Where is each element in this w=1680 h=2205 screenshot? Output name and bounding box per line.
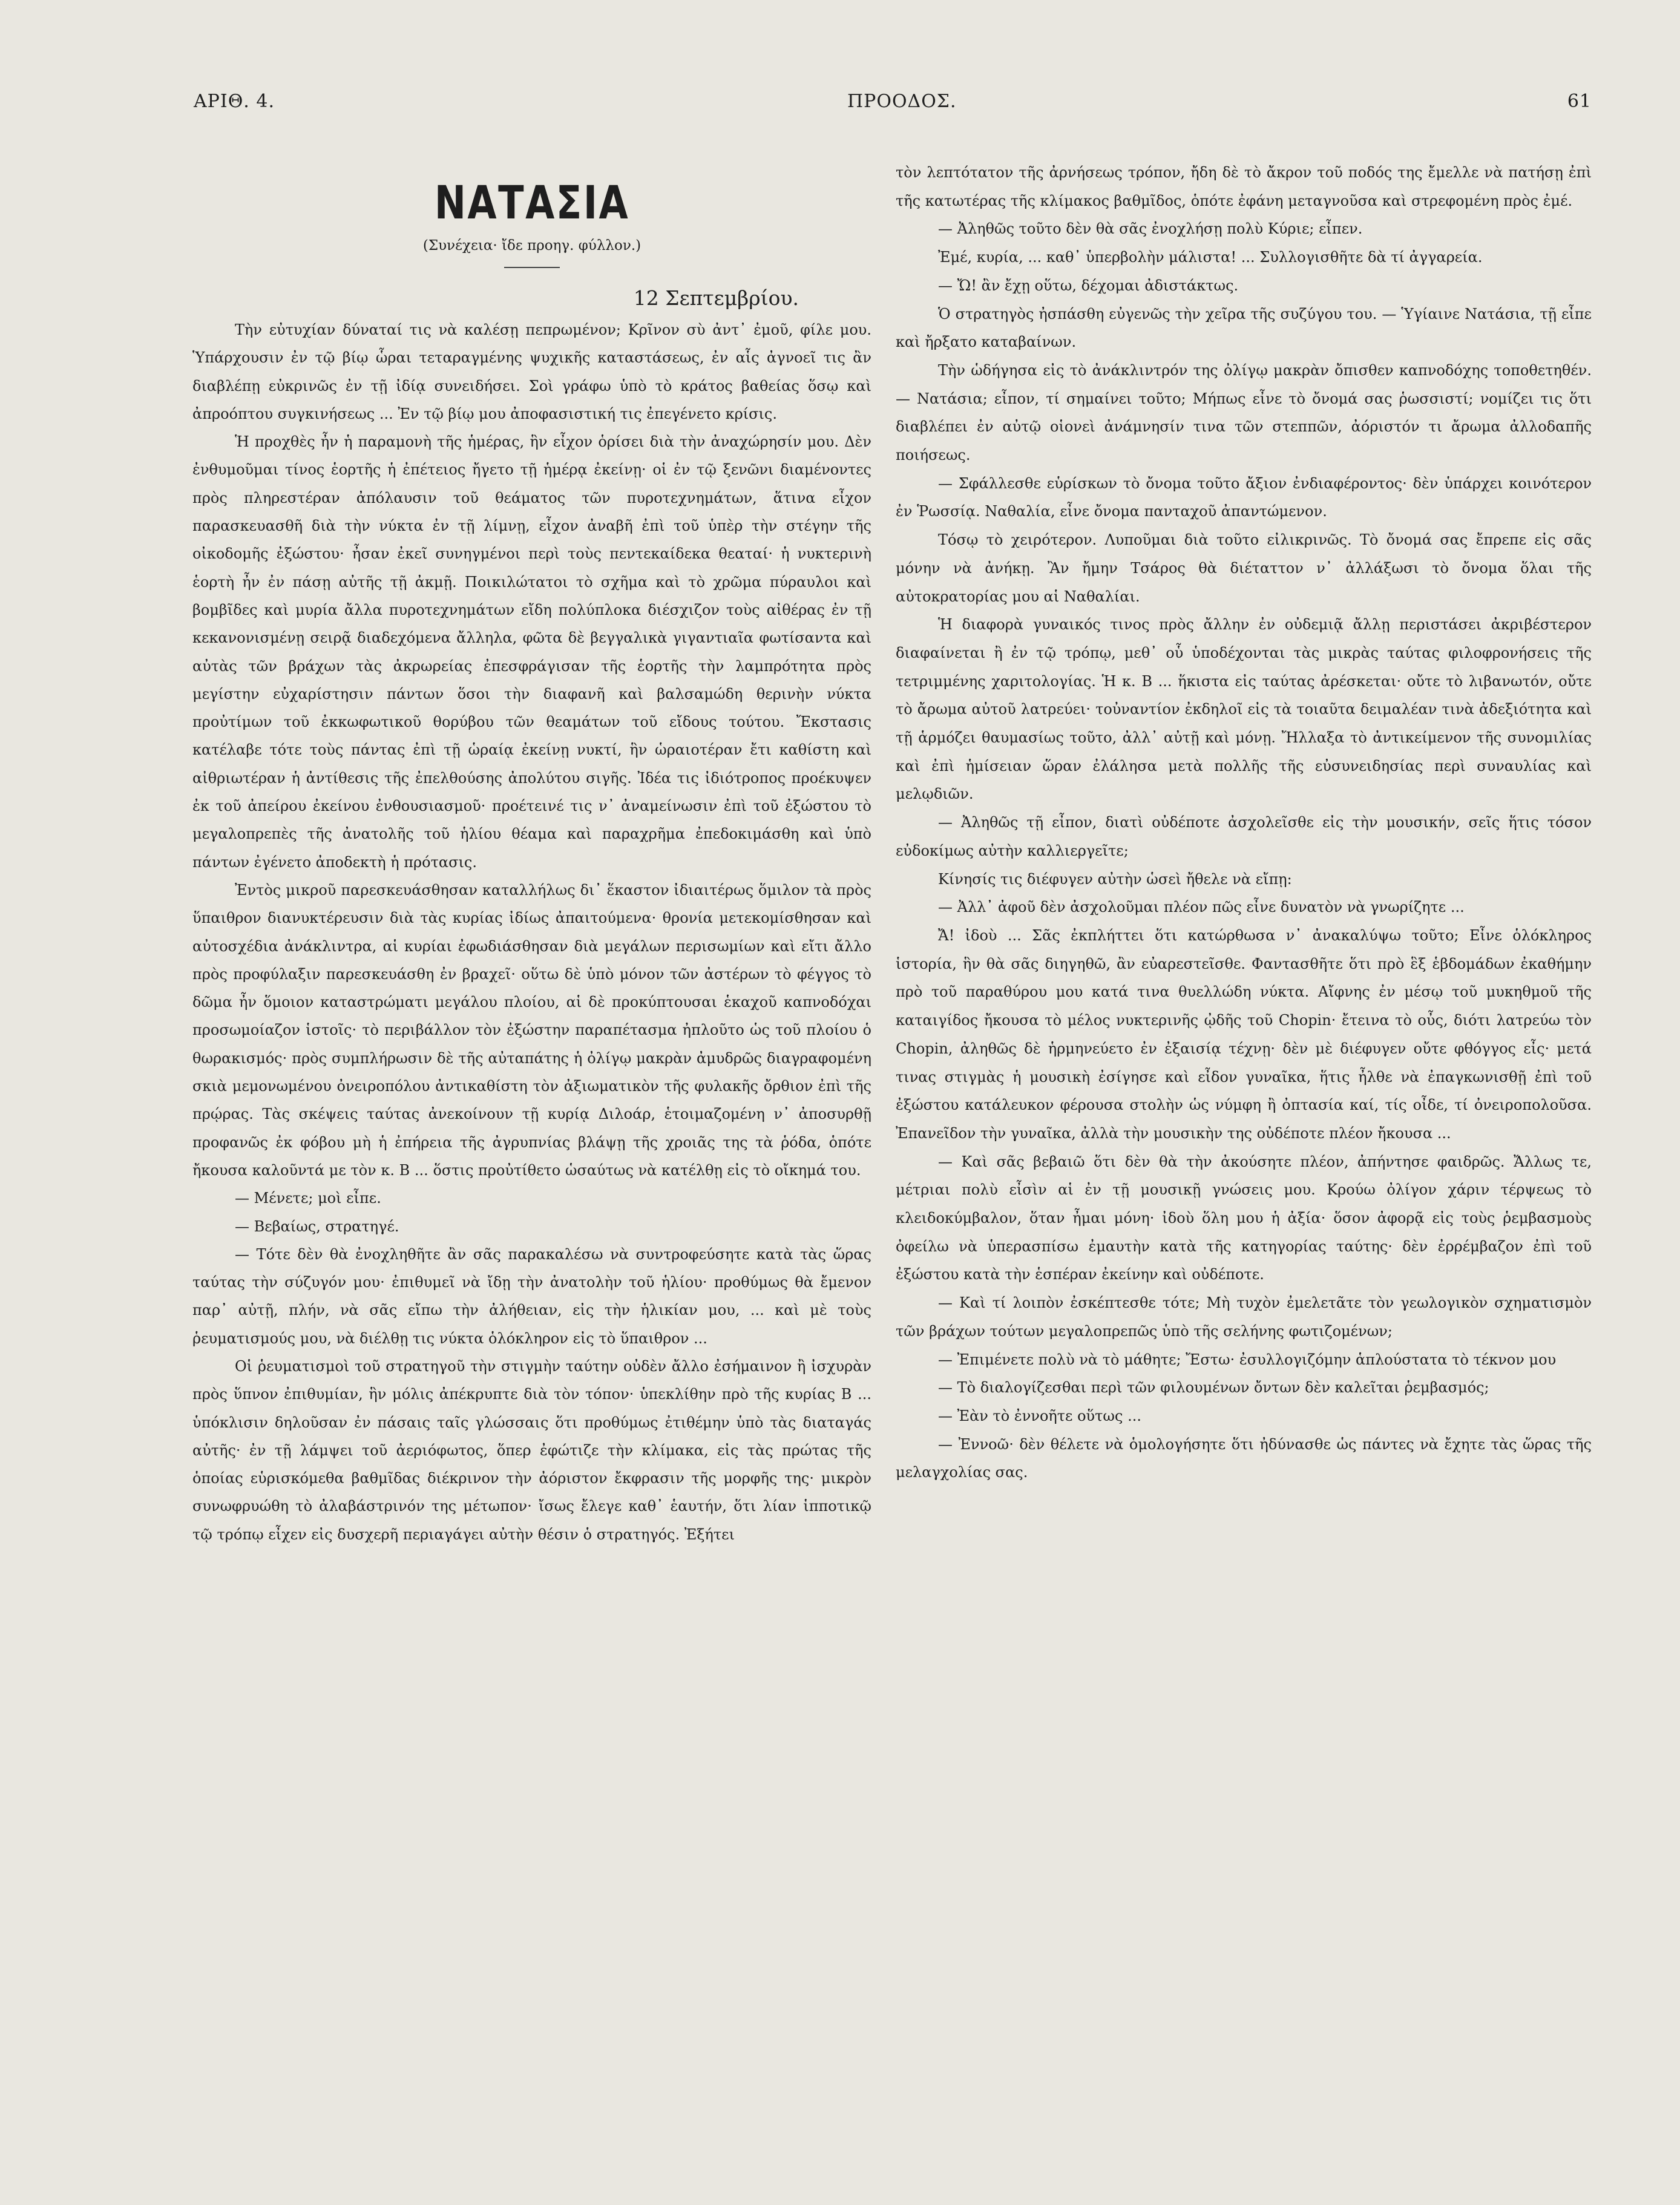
paragraph: — Μένετε; μοὶ εἶπε. (235, 1190, 381, 1207)
page-header (194, 91, 1592, 127)
paragraph: — Ἀληθῶς τῇ εἶπον, διατὶ οὐδέποτε ἀσχολεῖσθε εἰς τὴν μουσικήν, σεῖς ἥτις τόσον εὐδοκίμως αὐτὴν καλλιεργεῖτε; (896, 814, 1592, 859)
page-number: 61 (1567, 91, 1592, 112)
left-column (192, 159, 871, 1548)
paragraph: — Σφάλλεσθε εὑρίσκων τὸ ὄνομα τοῦτο ἄξιον ἐνδιαφέροντος· δὲν ὑπάρχει κοινότερον ἐν Ῥωσσίᾳ. Ναθαλία, εἶνε ὄνομα πανταχοῦ ἀπαντώμενον. (896, 474, 1592, 520)
right-column (896, 159, 1592, 1487)
paragraph: Ἡ προχθὲς ἦν ἡ παραμονὴ τῆς ἡμέρας, ἣν εἶχον ὁρίσει διὰ τὴν ἀναχώρησίν μου. Δὲν ἐνθυμοῦμαι τίνος ἑορτῆς ἡ ἐπέτειος ἤγετο τῇ ἡμέρᾳ ἐκείνῃ· οἱ ἐν τῷ ξενῶνι διαμένοντες πρὸς πληρεστέραν ἀπόλαυσιν τοῦ θεάματος τῶν πυροτεχνημάτων, ἅτινα εἶχον παρασκευασθῆ διὰ τὴν νύκτα ἐν τῇ λίμνῃ, εἶχον ἀναβῆ ἐπὶ τοῦ ὑπὲρ τὴν στέγην τῆς οἰκοδομῆς ἐξώστου· ἦσαν ἐκεῖ συνηγμένοι περὶ τοὺς πεντεκαίδεκα θεαταί· ἡ νυκτερινὴ ἑορτὴ ἦν ἐν πάσῃ αὐτῆς τῇ ἀκμῇ. Ποικιλώτατοι τὸ σχῆμα καὶ τὸ χρῶμα πύραυλοι καὶ βομβῖδες καὶ μυρία ἄλλα πυροτεχνημάτων εἴδη πολύπλοκα διέσχιζον τοὺς αἰθέρας ἐν τῇ κεκανονισμένῃ σειρᾷ διαδεχόμενα ἄλληλα, φῶτα δὲ βεγγαλικὰ γιγαντιαῖα φωτίσαντα καὶ αὐτὰς τῶν βράχων τὰς ἀκρωρείας ἐπεσφράγισαν τῆς ἑορτῆς τὴν λαμπρότητα πρὸς μεγίστην εὐχαρίστησιν πάντων ὅσοι τὴν διαφανῆ καὶ βαλσαμώδη θερινὴν νύκτα προὐτίμων τοῦ ἐκκωφωτικοῦ θορύβου τῶν θεαμάτων τοῦ εἴδους τούτου. Ἔκστασις κατέλαβε τότε τοὺς πάντας ἐπὶ τῇ ὡραίᾳ ἐκείνῃ νυκτί, ἣν ὡραιοτέραν ἔτι καθίστη καὶ αἰθριωτέραν ἡ ἀντίθεσις τῆς ἐπελθούσης ἀπολύτου σιγῆς. Ἰδέα τις ἰδιότροπος προέκυψεν ἐκ τοῦ ἀπείρου ἐκείνου ἐνθουσιασμοῦ· προέτεινέ τις ν᾽ ἀναμείνωσιν ἐπὶ τοῦ ἐξώστου τὸ μεγαλοπρεπὲς τῆς ἀνατολῆς τοῦ ἡλίου θέαμα καὶ παραχρῆμα ἐπεδοκιμάσθη καὶ ὑπὸ πάντων ἐγένετο ἀποδεκτὴ ἡ πρότασις. (192, 433, 871, 871)
paragraph: Τὴν ὡδήγησα εἰς τὸ ἀνάκλιντρόν της ὀλίγῳ μακρὰν ὄπισθεν καπνοδόχης τοποθετηθέν. — Νατάσια; εἶπον, τί σημαίνει τοῦτο; Μήπως εἶνε τὸ ὄνομά σας ῥωσσιστί; νομίζει τις ὅτι διαβλέπει ἐν αὐτῷ οἱονεὶ ἀνάμνησίν τινα τῶν στεππῶν, ἀόριστόν τι ἄρωμα ἀλλοδαπῆς ποιήσεως. (896, 361, 1592, 464)
paragraph: — Ἀλλ᾽ ἀφοῦ δὲν ἀσχολοῦμαι πλέον πῶς εἶνε δυνατὸν νὰ γνωρίζητε ... (938, 899, 1465, 916)
article-title: ΝΑΤΑΣΙΑ (434, 175, 630, 229)
paragraph: — Καὶ σᾶς βεβαιῶ ὅτι δὲν θὰ τὴν ἀκούσητε πλέον, ἀπήντησε φαιδρῶς. Ἄλλως τε, μέτριαι πολὺ εἶσὶν αἱ ἐν τῇ μουσικῇ γνώσεις μου. Κρούω ὀλίγον χάριν τέρψεως τὸ κλειδοκύμβαλον, ὅταν ἦμαι μόνη· ἰδοὺ ὅλη μου ἡ ἀξία· ὅσον ἀφορᾷ εἰς τοὺς ῥεμβασμοὺς ὀφείλω νὰ ὑπερασπίσω ἐμαυτὴν κατὰ τῆς κατηγορίας ταύτης· δὲν ἐρρέμβαζον ἐπὶ τοῦ ἐξώστου κατὰ τὴν ἑσπέραν ἐκείνην καὶ οὐδέποτε. (896, 1153, 1592, 1283)
title-divider (504, 267, 560, 268)
paragraph: Ἐντὸς μικροῦ παρεσκευάσθησαν καταλλήλως δι᾽ ἕκαστον ἰδιαιτέρως ὅμιλον τὰ πρὸς ὕπαιθρον διανυκτέρευσιν διὰ τὰς κυρίας ἰδίως ἀπαιτούμενα· θρονία μετεκομίσθησαν καὶ αὐτοσχέδια ἀνάκλιντρα, αἱ κυρίαι ἐφωδιάσθησαν διὰ μεγάλων περισωμίων καὶ εἴτι ἄλλο πρὸς προφύλαξιν παρεσκευάσθη ἐν βραχεῖ· οὕτω δὲ ὑπὸ μόνον τῶν ἀστέρων τὸ φέγγος τὸ δῶμα ἦν ὅμοιον καταστρώματι μεγάλου πλοίου, αἱ δὲ προκύπτουσαι ἑκαχοῦ καπνοδόχαι προσωμοίαζον ἱστοῖς· τὸ περιβάλλον τὸν ἐξώστην παραπέτασμα ἠπλοῦτο ὡς τοῦ πλοίου ὁ θωρακισμός· πρὸς συμπλήρωσιν δὲ τῆς αὐταπάτης ἡ ὀλίγῳ μακρὰν ἀμυδρῶς διαγραφομένη σκιὰ μεμονωμένου ὀνειροπόλου ἀντικαθίστη τὸν ἀξιωματικὸν τῆς φυλακῆς ὄρθιον ἐπὶ τῆς πρῴρας. Τὰς σκέψεις ταύτας ἀνεκοίνουν τῇ κυρίᾳ Διλοάρ, ἑτοιμαζομένη ν᾽ ἀποσυρθῇ προφανῶς ἐκ φόβου μὴ ἡ ἐπήρεια τῆς ἀγρυπνίας βλάψῃ τῆς χροιᾶς της τὰ ῥόδα, ὁπότε ἤκουσα καλοῦντά με τὸν κ. Β ... ὅστις προὐτίθετο ὡσαύτως νὰ κατέλθῃ εἰς τὸ οἴκημά του. (192, 881, 871, 1179)
paragraph: Ἡ διαφορὰ γυναικός τινος πρὸς ἄλλην ἐν οὐδεμιᾷ ἄλλῃ περιστάσει ἀκριβέστερον διαφαίνεται ἢ ἐν τῷ τρόπῳ, μεθ᾽ οὗ ὑποδέχονται τὰς μικρὰς ταύτας φιλοφρονήσεις τῆς τετριμμένης χαριτολογίας. Ἡ κ. Β ... ἥκιστα εἰς ταύτας ἀρέσκεται· οὔτε τὸ λιβανωτόν, οὔτε τὸ ἄρωμα αὐτοῦ λατρεύει· τοὐναντίον ἐκδηλοῖ εἰς τὰ τοιαῦτα δειμαλέαν τινὰ ἀδεξιότητα καὶ τῇ ἁρμόζει θαυμασίως τοῦτο, ἀλλ᾽ αὐτῇ καὶ μόνῃ. Ἤλλαξα τὸ ἀντικείμενον τῆς συνομιλίας καὶ ἐπὶ ἡμίσειαν ὥραν ἐλάλησα μετὰ πολλῆς τῆς εὐσυνειδησίας περὶ συναυλίας καὶ μελῳδιῶν. (896, 616, 1592, 803)
paragraph: Ὁ στρατηγὸς ἠσπάσθη εὐγενῶς τὴν χεῖρα τῆς συζύγου του. — Ὑγίαινε Νατάσια, τῇ εἶπε καὶ ἤρξατο καταβαίνων. (896, 305, 1592, 351)
paragraph: — Ἐπιμένετε πολὺ νὰ τὸ μάθητε; Ἔστω· ἐσυλλογιζόμην ἁπλούστατα τὸ τέκνον μου (938, 1351, 1557, 1368)
publication-name: ΠΡΟΟΔΟΣ. (847, 91, 957, 112)
paragraph: — Ἐὰν τὸ ἐννοῆτε οὕτως ... (938, 1407, 1141, 1424)
issue-number: ΑΡΙΘ. 4. (194, 91, 275, 112)
article-subtitle: (Συνέχεια· ἴδε προηγ. φύλλον.) (422, 238, 641, 254)
paragraph: τὸν λεπτότατον τῆς ἀρνήσεως τρόπον, ἤδη δὲ τὸ ἄκρον τοῦ ποδός της ἔμελλε νὰ πατήσῃ ἐπὶ τῆς κατωτέρας τῆς κλίμακος βαθμῖδος, ὁπότε ἐφάνη μεταγνοῦσα καὶ στρεφομένη πρὸς ἐμέ. (896, 164, 1592, 209)
paragraph: — Τότε δὲν θὰ ἐνοχληθῆτε ἂν σᾶς παρακαλέσω νὰ συντροφεύσητε κατὰ τὰς ὥρας ταύτας τὴν σύζυγόν μου· ἐπιθυμεῖ νὰ ἴδῃ τὴν ἀνατολὴν τοῦ ἡλίου· προθύμως θὰ ἔμενον παρ᾽ αὐτῇ, πλήν, νὰ σᾶς εἴπω τὴν ἀλήθειαν, εἰς τὴν ἡλικίαν μου, ... καὶ μὲ τοὺς ῥευματισμούς μου, νὰ διέλθῃ τις νύκτα ὁλόκληρον εἰς τὸ ὕπαιθρον ... (192, 1245, 871, 1347)
paragraph: — Ὤ! ἂν ἔχῃ οὕτω, δέχομαι ἀδιστάκτως. (938, 277, 1239, 294)
paragraph: — Ἐννοῶ· δὲν θέλετε νὰ ὁμολογήσητε ὅτι ἠδύνασθε ὡς πάντες νὰ ἔχητε τὰς ὥρας τῆς μελαγχολίας σας. (896, 1435, 1592, 1481)
paragraph: Τὴν εὐτυχίαν δύναταί τις νὰ καλέσῃ πεπρωμένον; Κρῖνον σὺ ἀντ᾽ ἐμοῦ, φίλε μου. Ὑπάρχουσιν ἐν τῷ βίῳ ὧραι τεταραγμένης ψυχικῆς καταστάσεως, ἐν αἷς ἀγνοεῖ τις ἂν διαβλέπῃ εὐκρινῶς ἐν τῇ ἰδίᾳ συνειδήσει. Σοὶ γράφω ὑπὸ τὸ κράτος βαθείας ὅσῳ καὶ ἀπροόπτου συγκινήσεως ... Ἐν τῷ βίῳ μου ἀποφασιστική τις ἐπεγένετο κρίσις. (192, 321, 871, 422)
paragraph: Ἐμέ, κυρία, ... καθ᾽ ὑπερβολὴν μάλιστα! ... Συλλογισθῆτε δὰ τί ἀγγαρεία. (938, 249, 1483, 266)
paragraph: Τόσῳ τὸ χειρότερον. Λυποῦμαι διὰ τοῦτο εἰλικρινῶς. Τὸ ὄνομά σας ἔπρεπε εἰς σᾶς μόνην νὰ ἀνήκῃ. Ἂν ἤμην Τσάρος θὰ διέταττον ν᾽ ἀλλάξωσι τὸ ὄνομα ὅλαι τῆς αὐτοκρατορίας μου αἱ Ναθαλίαι. (896, 531, 1592, 605)
paragraph: — Τὸ διαλογίζεσθαι περὶ τῶν φιλουμένων ὄντων δὲν καλεῖται ῥεμβασμός; (938, 1379, 1489, 1397)
paragraph: — Καὶ τί λοιπὸν ἐσκέπτεσθε τότε; Μὴ τυχὸν ἐμελετᾶτε τὸν γεωλογικὸν σχηματισμὸν τῶν βράχων τούτων μεγαλοπρεπῶς ὑπὸ τῆς σελήνης φωτιζομένων; (896, 1294, 1592, 1340)
entry-date: 12 Σεπτεμβρίου. (633, 286, 799, 310)
paragraph: — Ἀληθῶς τοῦτο δὲν θὰ σᾶς ἐνοχλήσῃ πολὺ Κύριε; εἶπεν. (938, 220, 1363, 238)
paragraph: — Βεβαίως, στρατηγέ. (235, 1217, 399, 1235)
paragraph: Κίνησίς τις διέφυγεν αὐτὴν ὡσεὶ ἤθελε νὰ εἴπῃ: (938, 870, 1292, 888)
paragraph: Οἱ ῥευματισμοὶ τοῦ στρατηγοῦ τὴν στιγμὴν ταύτην οὐδὲν ἄλλο ἐσήμαινον ἢ ἰσχυρὰν πρὸς ὕπνον ἐπιθυμίαν, ἣν μόλις ἀπέκρυπτε διὰ τὸν τόπον· ὑπεκλίθην πρὸ τῆς κυρίας Β ... ὑπόκλισιν δηλοῦσαν ἐν πάσαις ταῖς γλώσσαις ὅτι προθύμως ἐτιθέμην ὑπὸ τὰς διαταγάς αὐτῆς· ἐν τῇ λάμψει τοῦ ἀεριόφωτος, ὅπερ ἐφώτιζε τὴν κλίμακα, εἰς τὰς πρώτας τῆς ὁποίας εὑρισκόμεθα βαθμῖδας διέκρινον τὴν ἀόριστον ἔκφρασιν τῆς μορφῆς της· μικρὸν συνωφρυώθη τὸ ἀλαβάστρινόν της μέτωπον· ἴσως ἔλεγε καθ᾽ ἑαυτήν, ὅτι λίαν ἱπποτικῷ τῷ τρόπῳ εἶχεν εἰς δυσχερῆ περιαγάγει αὐτὴν θέσιν ὁ στρατηγός. Ἐξήτει (192, 1357, 871, 1543)
paragraph: Ἄ! ἰδοὺ ... Σᾶς ἐκπλήττει ὅτι κατώρθωσα ν᾽ ἀνακαλύψω τοῦτο; Εἶνε ὁλόκληρος ἱστορία, ἣν θὰ σᾶς διηγηθῶ, ἂν εὐαρεστεῖσθε. Φαντασθῆτε ὅτι πρὸ ἓξ ἑβδομάδων ἐκαθήμην πρὸ τοῦ παραθύρου μου κατά τινα θυελλώδη νύκτα. Αἴφνης ἐν μέσῳ τοῦ μυκηθμοῦ τῆς καταιγίδος ἤκουσα τὸ μέλος νυκτερινῆς ᾠδῆς τοῦ Chopin· ἔτεινα τὸ οὖς, διότι λατρεύω τὸν Chopin, ἀληθῶς δὲ ἡρμηνεύετο ἐν ἐξαισίᾳ τέχνῃ· δὲν μὲ διέφυγεν οὔτε φθόγγος εἶς· μετά τινας στιγμὰς ἡ μουσικὴ ἐσίγησε καὶ εἶδον γυναῖκα, ἥτις ἦλθε νὰ ἐπαγκωνισθῇ ἐπὶ τοῦ ἐξώστου κατάλευκον φέρουσα στολὴν ὡς νύμφη ἢ ὀπτασία καί, τίς οἶδε, τί ὀνειροπολοῦσα. Ἐπανεῖδον τὴν γυναῖκα, ἀλλὰ τὴν μουσικὴν της οὐδέποτε πλέον ἤκουσα ... (896, 926, 1592, 1142)
